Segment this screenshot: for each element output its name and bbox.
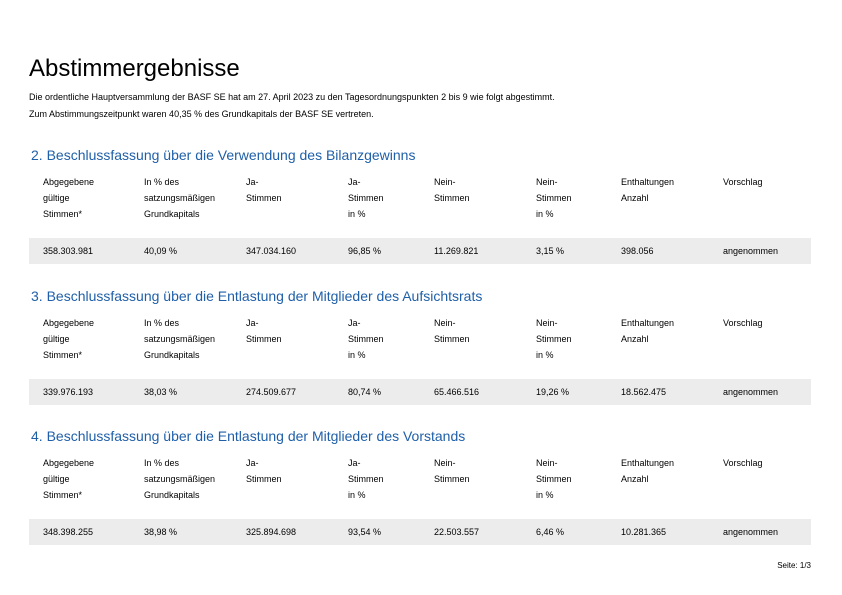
header-label: Anzahl — [621, 334, 649, 344]
cell-no-percent: 6,46 % — [536, 527, 565, 537]
header-label: in % — [536, 490, 554, 500]
header-cell — [246, 315, 282, 347]
header-label: Stimmen — [434, 193, 470, 203]
header-label: Nein- — [536, 458, 558, 468]
header-label: Stimmen — [536, 474, 572, 484]
header-label: Nein- — [536, 177, 558, 187]
header-label: Vorschlag — [723, 458, 763, 468]
section-agenda-4 — [29, 427, 811, 545]
header-label: Anzahl — [621, 474, 649, 484]
header-label: Enthaltungen — [621, 458, 675, 468]
header-label: in % — [348, 490, 366, 500]
header-cell — [621, 174, 674, 206]
header-cell — [621, 315, 674, 347]
header-cell — [43, 315, 94, 363]
cell-proposal-result: angenommen — [723, 387, 779, 397]
header-cell — [536, 455, 572, 503]
header-label: Abgegebene — [43, 458, 95, 468]
cell-no-votes: 65.466.516 — [434, 387, 480, 397]
header-label: Nein- — [434, 318, 456, 328]
cell-abstentions: 398.056 — [621, 246, 654, 256]
header-cell — [246, 174, 282, 206]
header-label: Stimmen* — [43, 490, 83, 500]
header-cell — [348, 315, 384, 363]
header-cell — [434, 315, 470, 347]
header-label: Stimmen — [246, 334, 282, 344]
header-label: Anzahl — [621, 193, 649, 203]
cell-valid-votes: 348.398.255 — [43, 527, 94, 537]
header-label: Stimmen — [434, 474, 470, 484]
header-label: satzungsmäßigen — [144, 193, 216, 203]
header-label: In % des — [144, 318, 180, 328]
cell-yes-votes: 274.509.677 — [246, 387, 297, 397]
cell-proposal-result: angenommen — [723, 527, 779, 537]
header-label: Nein- — [536, 318, 558, 328]
header-cell — [144, 315, 215, 363]
header-label: Ja- — [348, 177, 361, 187]
cell-yes-votes: 325.894.698 — [246, 527, 297, 537]
header-label: Stimmen — [434, 334, 470, 344]
cell-yes-percent: 93,54 % — [348, 527, 382, 537]
header-label: satzungsmäßigen — [144, 334, 216, 344]
header-cell — [144, 174, 215, 222]
table-row — [29, 379, 811, 405]
intro-text-attendance: Zum Abstimmungszeitpunkt waren 40,35 % des Grundkapitals der BASF SE vertreten. — [29, 109, 374, 119]
header-label: Abgegebene — [43, 177, 95, 187]
cell-yes-percent: 96,85 % — [348, 246, 382, 256]
cell-yes-percent: 80,74 % — [348, 387, 382, 397]
header-label: Stimmen — [536, 193, 572, 203]
header-label: Stimmen — [536, 334, 572, 344]
cell-no-percent: 3,15 % — [536, 246, 565, 256]
header-label: Ja- — [246, 318, 259, 328]
header-label: in % — [348, 209, 366, 219]
header-label: Stimmen — [348, 193, 384, 203]
table-header — [29, 174, 811, 228]
header-label: In % des — [144, 458, 180, 468]
header-cell — [723, 174, 763, 190]
cell-valid-votes: 339.976.193 — [43, 387, 94, 397]
header-label: gültige — [43, 334, 70, 344]
header-label: Stimmen* — [43, 350, 83, 360]
header-cell — [348, 174, 384, 222]
cell-no-votes: 22.503.557 — [434, 527, 480, 537]
header-cell — [43, 455, 94, 503]
header-label: Stimmen — [246, 474, 282, 484]
header-label: Stimmen — [348, 334, 384, 344]
table-header — [29, 455, 811, 509]
cell-percent-capital: 38,98 % — [144, 527, 178, 537]
cell-proposal-result: angenommen — [723, 246, 779, 256]
header-label: Grundkapitals — [144, 350, 200, 360]
table-header — [29, 315, 811, 369]
header-cell — [246, 455, 282, 487]
header-label: Enthaltungen — [621, 318, 675, 328]
header-label: Nein- — [434, 177, 456, 187]
header-label: Stimmen* — [43, 209, 83, 219]
header-label: in % — [348, 350, 366, 360]
header-label: Ja- — [348, 458, 361, 468]
section-heading: 4. Beschlussfassung über die Entlastung der Mitglieder des Vorstands — [31, 428, 466, 444]
header-cell — [144, 455, 215, 503]
header-cell — [723, 455, 763, 471]
header-label: in % — [536, 350, 554, 360]
section-agenda-2 — [29, 146, 811, 264]
header-label: Enthaltungen — [621, 177, 675, 187]
header-cell — [723, 315, 763, 331]
header-label: Stimmen — [348, 474, 384, 484]
header-cell — [434, 455, 470, 487]
header-label: In % des — [144, 177, 180, 187]
header-label: satzungsmäßigen — [144, 474, 216, 484]
intro-text: Die ordentliche Hauptversammlung der BASF SE hat am 27. April 2023 zu den Tagesordnungspunkten 2 bis 9 wie folgt abgestimmt. — [29, 92, 555, 102]
header-cell — [536, 315, 572, 363]
cell-abstentions: 18.562.475 — [621, 387, 667, 397]
header-label: Ja- — [246, 458, 259, 468]
header-label: Ja- — [246, 177, 259, 187]
page-number: Seite: 1/3 — [777, 561, 811, 570]
header-label: Stimmen — [246, 193, 282, 203]
header-label: Vorschlag — [723, 318, 763, 328]
header-label: Abgegebene — [43, 318, 95, 328]
header-label: Grundkapitals — [144, 490, 200, 500]
section-heading: 2. Beschlussfassung über die Verwendung des Bilanzgewinns — [31, 147, 416, 163]
cell-abstentions: 10.281.365 — [621, 527, 667, 537]
section-agenda-3 — [29, 287, 811, 405]
header-label: Nein- — [434, 458, 456, 468]
header-cell — [348, 455, 384, 503]
cell-no-votes: 11.269.821 — [434, 246, 479, 256]
cell-percent-capital: 40,09 % — [144, 246, 178, 256]
cell-valid-votes: 358.303.981 — [43, 246, 94, 256]
cell-percent-capital: 38,03 % — [144, 387, 178, 397]
cell-no-percent: 19,26 % — [536, 387, 570, 397]
header-label: gültige — [43, 193, 70, 203]
page-title: Abstimmergebnisse — [29, 55, 240, 82]
table-row — [29, 238, 811, 264]
header-label: in % — [536, 209, 554, 219]
header-cell — [621, 455, 674, 487]
header-label: gültige — [43, 474, 70, 484]
header-cell — [434, 174, 470, 206]
header-label: Ja- — [348, 318, 361, 328]
header-cell — [536, 174, 572, 222]
header-label: Vorschlag — [723, 177, 763, 187]
header-cell — [43, 174, 94, 222]
table-row — [29, 519, 811, 545]
cell-yes-votes: 347.034.160 — [246, 246, 297, 256]
header-label: Grundkapitals — [144, 209, 200, 219]
section-heading: 3. Beschlussfassung über die Entlastung der Mitglieder des Aufsichtsrats — [31, 288, 483, 304]
